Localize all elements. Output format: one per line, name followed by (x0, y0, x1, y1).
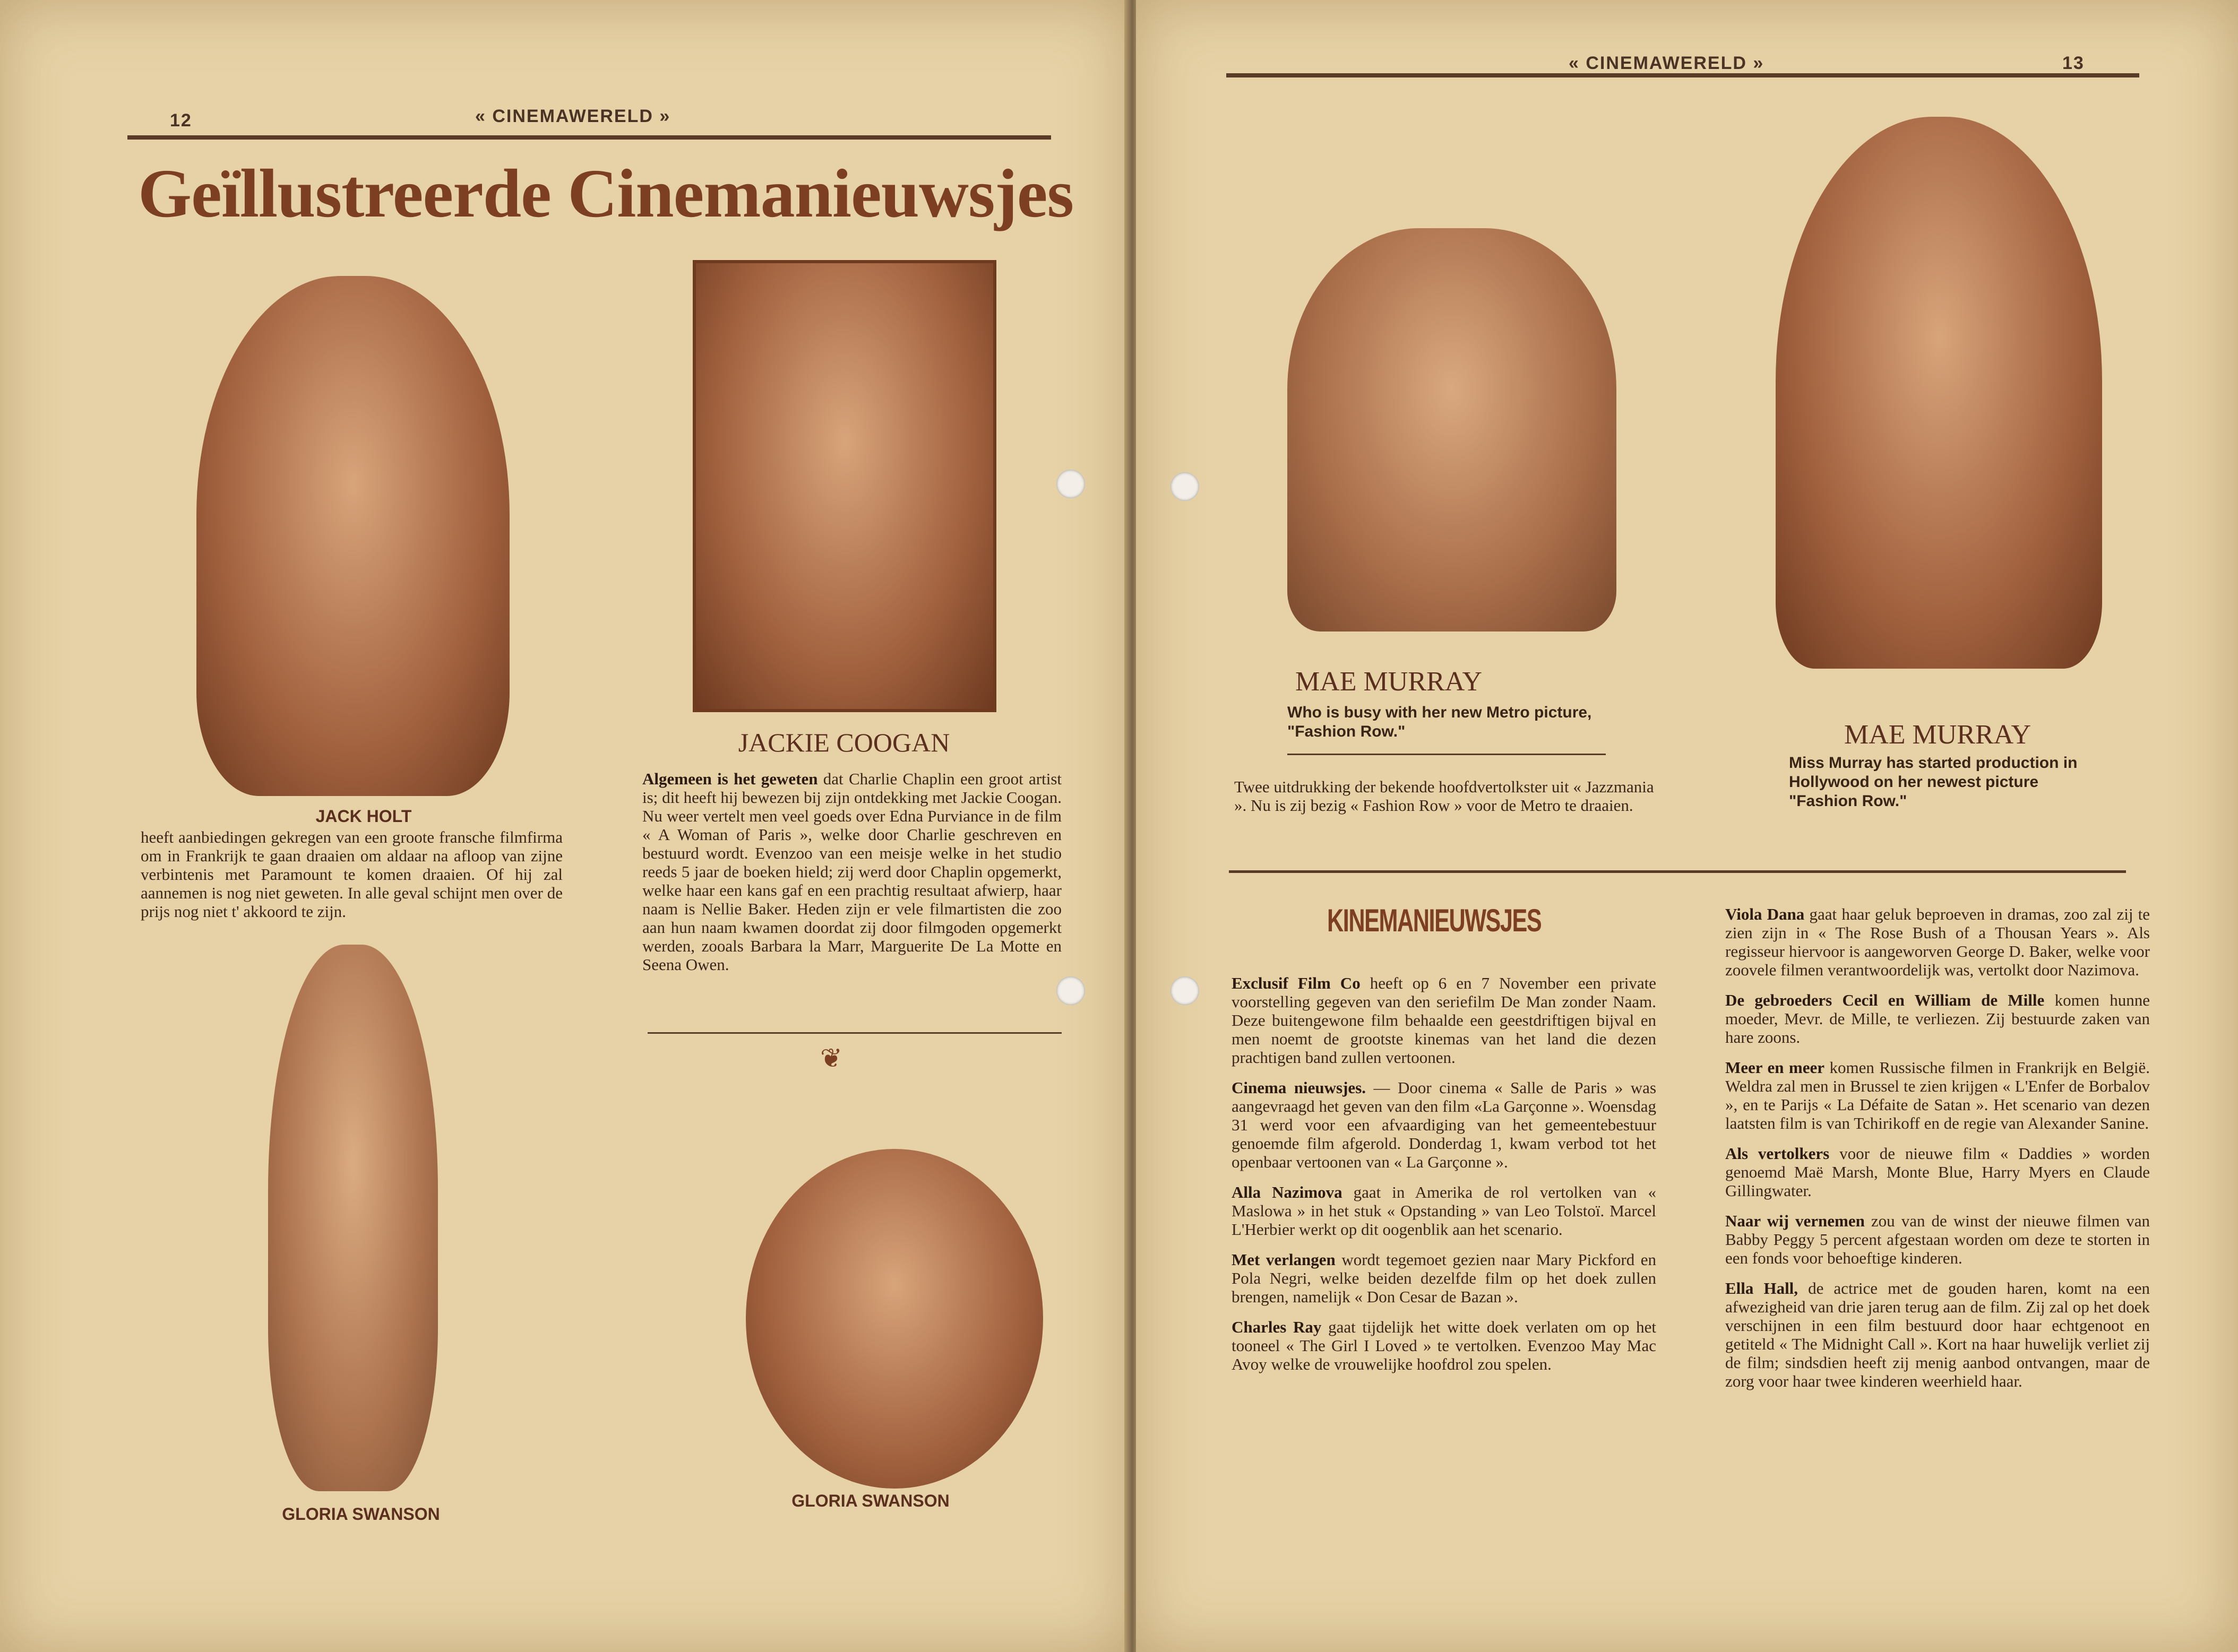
binding-hole (1056, 470, 1085, 498)
mae1-rule (1287, 754, 1606, 755)
mae-murray-caption-1: MAE MURRAY (1295, 667, 1483, 697)
news-text: heeft op 6 en 7 November een private voorstelling gegeven van den seriefilm De Man zonder Naam. Deze buitengewone film behaalde een geestdriftigen bijval en men noemt de grootste kinemas van het land die dezen prachtigen band zullen vertoonen. (1232, 974, 1656, 1067)
mae-murray-sub-1: Who is busy with her new Metro picture, "Fashion Row." (1287, 704, 1592, 740)
coogan-text: dat Charlie Chaplin een groot artist is; dit heeft hij bewezen bij zijn ontdekking met Jackie Coogan. Nu weer vertelt men veel goeds over Edna Purviance in de film « A Woman of Paris », welke door Charlie geschreven en bestuurd wordt. Evenzoo van een meisje welke in het studio reeds 5 jaar de boeken hield; zij werd door Chaplin opgemerkt, welke haar een kans gaf en een prachtig resultaat afwierp, haar naam is Nellie Baker. Heden zijn er vele filmartisten die zoo aan hun naam kwamen doordat zij door filmgoden opgemerkt werden, zooals Barbara la Marr, Marguerite De La Motte en Seena Owen. (642, 769, 1062, 974)
news-item (1725, 1058, 2150, 1132)
news-lead: Naar wij vernemen (1725, 1212, 1865, 1230)
binding-hole (1170, 976, 1199, 1005)
left-running-header: « CINEMAWERELD » (475, 106, 671, 126)
news-item (1232, 974, 1656, 1067)
news-lead: Meer en meer (1725, 1058, 1825, 1077)
right-header-rule (1226, 73, 2139, 77)
news-item (1725, 1144, 2150, 1200)
news-column-2 (1725, 905, 2150, 1402)
ornament-icon: ❦ (820, 1043, 842, 1073)
news-lead: Ella Hall, (1725, 1279, 1798, 1298)
news-item (1232, 1183, 1656, 1239)
mae-murray-caption-2: MAE MURRAY (1844, 720, 2032, 750)
mae-murray-text-1: Twee uitdrukking der bekende hoofdvertolkster uit « Jazzmania ». Nu is zij bezig « Fashion Row » voor de Metro te draaien. (1234, 777, 1654, 815)
news-item (1725, 905, 2150, 979)
news-text: voor de nieuwe film « Daddies » worden genoemd Maë Marsh, Monte Blue, Harry Myers en Claude Gillingwater. (1725, 1144, 2150, 1200)
news-lead: Met verlangen (1232, 1250, 1336, 1269)
mae-murray-photo-1 (1287, 228, 1616, 632)
news-text: wordt tegemoet gezien naar Mary Pickford en Pola Negri, welke beiden dezelfde film op het doek zullen brengen, namelijk « Don Cesar de Bazan ». (1232, 1250, 1657, 1306)
news-text: komen Russische filmen in Frankrijk en België. Weldra zal men in Brussel te zien krijgen « L'Enfer de Borbalov », en te Parijs « La Défaite de Satan ». Het scenario van dezen laatsten film is van Tchirikoff en de regie van Alexander Sanine. (1725, 1058, 2150, 1132)
news-lead: Als vertolkers (1725, 1144, 1830, 1163)
news-item (1232, 1078, 1656, 1171)
news-text: zou van de winst der nieuwe filmen van Babby Peggy 5 percent afgestaan worden om deze te storten in een fonds voor behoeftige kinderen. (1725, 1212, 2150, 1267)
news-text: — Door cinema « Salle de Paris » was aangevraagd het geven van den film «La Garçonne ». Woensdag 31 werd voor een afvaardiging van het gemeentebestuur genoemde film afgerold. Donderdag 1, kwam verbod tot het openbaar vertoonen van « La Garçonne ». (1232, 1078, 1657, 1171)
jack-holt-caption: JACK HOLT (315, 807, 412, 826)
right-running-header: « CINEMAWERELD » (1569, 53, 1764, 73)
page-title: Geïllustreerde Cinemanieuwsjes (138, 155, 1074, 232)
gloria-swanson-caption-1: GLORIA SWANSON (282, 1504, 440, 1524)
right-page-number: 13 (2062, 53, 2085, 73)
jackie-coogan-photo (693, 260, 996, 712)
section-title: KINEMANIEUWSJES (1327, 903, 1542, 938)
gloria-swanson-caption-2: GLORIA SWANSON (791, 1491, 950, 1510)
coogan-article (642, 769, 1062, 974)
news-lead: Cinema nieuwsjes. (1232, 1078, 1366, 1097)
news-item (1232, 1250, 1656, 1306)
mae-murray-sub-2: Miss Murray has started production in Hollywood on her newest picture "Fashion Row." (1789, 754, 2078, 810)
gloria-swanson-oval-photo (746, 1149, 1043, 1489)
binding-hole (1056, 976, 1085, 1005)
section-rule (1229, 870, 2126, 873)
binding-hole (1170, 472, 1199, 501)
jack-holt-text: heeft aanbiedingen gekregen van een groote fransche filmfirma om in Frankrijk te gaan draaien om aldaar na afloop van zijne verbintenis met Paramount te komen draaien. Of hij zal aannemen is nog niet geweten. In alle geval schijnt men over de prijs nog niet t' akkoord te zijn. (141, 828, 563, 921)
news-item (1725, 1279, 2150, 1390)
news-lead: Charles Ray (1232, 1318, 1322, 1336)
jack-holt-photo (196, 276, 510, 796)
coogan-rule (648, 1032, 1062, 1034)
mae-murray-photo-2 (1776, 117, 2102, 669)
news-column-1 (1232, 974, 1656, 1385)
news-item (1725, 991, 2150, 1046)
news-text: gaat in Amerika de rol vertolken van « Maslowa » in het stuk « Opstanding » van Leo Tolstoï. Marcel L'Herbier werkt op dit oogenblik aan het scenario. (1232, 1183, 1656, 1239)
news-text: gaat tijdelijk het witte doek verlaten om op het tooneel « The Girl I Loved » te vertolken. Evenzoo May Mac Avoy welke de vrouwelijke hoofdrol zou spelen. (1232, 1318, 1656, 1373)
news-lead: Alla Nazimova (1232, 1183, 1342, 1201)
news-text: de actrice met de gouden haren, komt na een afwezigheid van drie jaren terug aan de film. Zij zal op het doek verschijnen in een film bestuurd door haar echtgenoot en getiteld « The Midnight Call ». Kort na haar huwelijk verliet zij de film; sindsdien heeft zij menig aanbod ontvangen, maar de zorg voor haar twee kinderen weerhield haar. (1725, 1279, 2150, 1390)
jackie-coogan-caption: JACKIE COOGAN (738, 728, 950, 757)
left-page-number: 12 (170, 110, 192, 131)
news-text: gaat haar geluk beproeven in dramas, zoo zal zij te zien zijn in « The Rose Bush of a Thousan Years ». Als regisseur hiervoor is aangeworven George D. Baker, welke voor zoovele filmen verantwoordelijk was, vertolkt door Nazimova. (1725, 905, 2150, 979)
news-lead: De gebroeders Cecil en William de Mille (1725, 991, 2045, 1009)
gloria-swanson-figure-photo (268, 945, 438, 1491)
news-lead: Exclusif Film Co (1232, 974, 1361, 992)
coogan-lead: Algemeen is het geweten (642, 769, 818, 788)
news-item (1232, 1318, 1656, 1373)
left-header-rule (127, 135, 1051, 140)
news-text: komen hunne moeder, Mevr. de Mille, te verliezen. Zij bestuurde zaken van hare zoons. (1725, 991, 2150, 1046)
news-lead: Viola Dana (1725, 905, 1805, 923)
news-item (1725, 1212, 2150, 1267)
